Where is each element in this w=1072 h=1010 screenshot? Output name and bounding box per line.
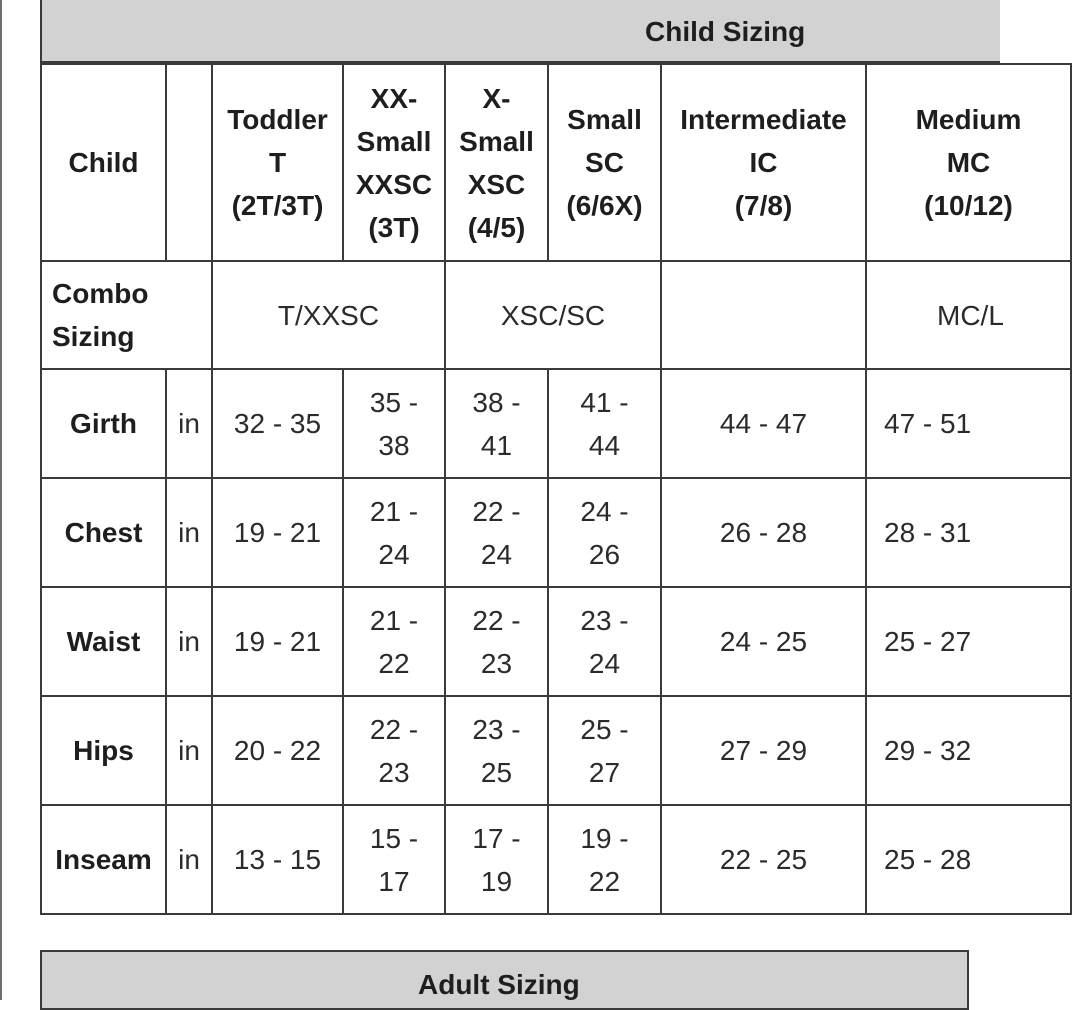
value-line: 17 - [472, 822, 521, 854]
value-line: 32 - 35 [233, 408, 322, 439]
value-cell [866, 369, 1071, 478]
value-cell [548, 369, 661, 478]
value-cell [661, 478, 866, 587]
value-line: 25 [480, 756, 513, 788]
header-size-x-small [445, 64, 548, 261]
combo-cell [866, 261, 1071, 369]
value-line: 27 - 29 [719, 735, 808, 766]
size-code: XSC [467, 168, 526, 200]
value-line: 21 - [369, 495, 419, 527]
size-name: XX- [370, 82, 418, 114]
value-line: 44 - 47 [719, 408, 808, 439]
value-cell [212, 805, 343, 914]
value-cell [212, 478, 343, 587]
size-name: Small [567, 104, 642, 135]
value-cell [661, 696, 866, 805]
header-row [41, 64, 1071, 261]
value-line: 38 [378, 429, 410, 461]
size-name: Medium [915, 104, 1022, 135]
value-line: 24 - [580, 495, 629, 527]
table-row [41, 805, 1071, 914]
value-line: 24 [480, 538, 513, 570]
value-cell [343, 805, 445, 914]
header-corner-cell [41, 64, 166, 261]
combo-sizing-label: Combo [52, 278, 149, 309]
value-line: 29 - 32 [884, 735, 972, 766]
value-line: 17 [378, 865, 410, 897]
child-sizing-title-bar [40, 0, 1000, 63]
value-cell [661, 587, 866, 696]
combo-cell [212, 261, 445, 369]
header-unit-cell [166, 64, 212, 261]
value-line: 22 - 25 [719, 844, 808, 875]
value-cell [212, 696, 343, 805]
header-size-toddler [212, 64, 343, 261]
unit-cell: in [166, 369, 212, 478]
combo-cell [445, 261, 661, 369]
size-name: Small [356, 125, 432, 157]
combo-sizing-label: Sizing [52, 321, 135, 352]
combo-sizing-row [41, 261, 1071, 369]
value-line: 41 [480, 429, 513, 461]
value-cell [866, 696, 1071, 805]
header-size-small [548, 64, 661, 261]
value-line: 47 - 51 [884, 408, 972, 439]
combo-sizing-label-cell [41, 261, 212, 369]
measurement-label: Chest [41, 478, 166, 587]
value-cell [212, 369, 343, 478]
value-cell [445, 478, 548, 587]
header-size-medium [866, 64, 1071, 261]
table-row [41, 369, 1071, 478]
value-cell [343, 587, 445, 696]
value-line: 22 [588, 865, 621, 897]
measurement-label: Inseam [41, 805, 166, 914]
size-equivalent: (6/6X) [566, 190, 643, 221]
value-line: 23 - [472, 713, 521, 745]
header-size-xx-small [343, 64, 445, 261]
value-line: 15 - [369, 822, 419, 854]
value-line: 19 - 21 [233, 626, 322, 657]
value-line: 25 - 28 [884, 844, 972, 875]
value-cell [661, 805, 866, 914]
table-row [41, 696, 1071, 805]
value-line: 23 [480, 647, 513, 679]
value-line: 24 - 25 [719, 626, 808, 657]
value-cell [445, 369, 548, 478]
size-equivalent: (7/8) [734, 190, 793, 221]
size-code: IC [749, 147, 778, 178]
size-code: T [268, 147, 287, 178]
size-code: SC [585, 147, 624, 178]
value-line: 22 - [472, 495, 521, 527]
size-name: X- [482, 82, 511, 114]
combo-cell [661, 261, 866, 369]
value-line: 22 - [369, 713, 419, 745]
value-line: 22 [378, 647, 410, 679]
value-line: 38 - [472, 386, 521, 418]
value-cell [548, 696, 661, 805]
value-line: 26 [588, 538, 621, 570]
child-sizing-table [40, 63, 1072, 915]
value-cell [445, 805, 548, 914]
combo-value: XSC/SC [500, 299, 606, 331]
table-row [41, 587, 1071, 696]
size-equivalent: (10/12) [924, 190, 1013, 221]
value-line: 35 - [369, 386, 419, 418]
size-equivalent: (2T/3T) [231, 190, 324, 221]
value-line: 26 - 28 [719, 517, 808, 548]
size-code: MC [946, 147, 991, 178]
value-cell [212, 587, 343, 696]
size-name: Intermediate [680, 104, 847, 135]
value-line: 28 - 31 [884, 517, 972, 548]
value-line: 25 - 27 [884, 626, 972, 657]
unit-cell: in [166, 478, 212, 587]
size-equivalent: (4/5) [467, 211, 526, 243]
value-line: 13 - 15 [233, 844, 322, 875]
value-cell [343, 478, 445, 587]
header-corner-label: Child [68, 147, 139, 178]
unit-cell: in [166, 587, 212, 696]
child-sizing-title: Child Sizing [645, 16, 806, 47]
value-line: 24 [588, 647, 621, 679]
value-line: 20 - 22 [233, 735, 322, 766]
value-cell [343, 696, 445, 805]
value-cell [866, 805, 1071, 914]
value-line: 23 - [580, 604, 629, 636]
measurement-label: Hips [41, 696, 166, 805]
value-line: 25 - [580, 713, 629, 745]
size-code: XXSC [355, 168, 433, 200]
value-line: 19 [480, 865, 513, 897]
value-cell [445, 696, 548, 805]
value-cell [343, 369, 445, 478]
size-name: Toddler [227, 104, 328, 135]
value-cell [866, 587, 1071, 696]
value-line: 41 - [580, 386, 629, 418]
header-size-intermediate [661, 64, 866, 261]
value-line: 24 [378, 538, 410, 570]
value-line: 23 [378, 756, 410, 788]
value-cell [548, 587, 661, 696]
value-cell [548, 478, 661, 587]
value-line: 44 [588, 429, 621, 461]
adult-sizing-title-bar [40, 950, 969, 1010]
value-line: 19 - [580, 822, 629, 854]
measurement-label: Waist [41, 587, 166, 696]
value-cell [866, 478, 1071, 587]
measurement-label: Girth [41, 369, 166, 478]
left-edge-border [0, 0, 2, 1000]
value-cell [548, 805, 661, 914]
size-name: Small [459, 125, 534, 157]
value-cell [661, 369, 866, 478]
value-cell [445, 587, 548, 696]
combo-value: T/XXSC [277, 299, 380, 331]
table-row [41, 478, 1071, 587]
unit-cell: in [166, 805, 212, 914]
combo-value: MC/L [937, 299, 1004, 331]
value-line: 19 - 21 [233, 517, 322, 548]
size-equivalent: (3T) [368, 211, 420, 243]
adult-sizing-title: Adult Sizing [418, 969, 580, 1000]
value-line: 21 - [369, 604, 419, 636]
unit-cell: in [166, 696, 212, 805]
value-line: 27 [588, 756, 621, 788]
value-line: 22 - [472, 604, 521, 636]
